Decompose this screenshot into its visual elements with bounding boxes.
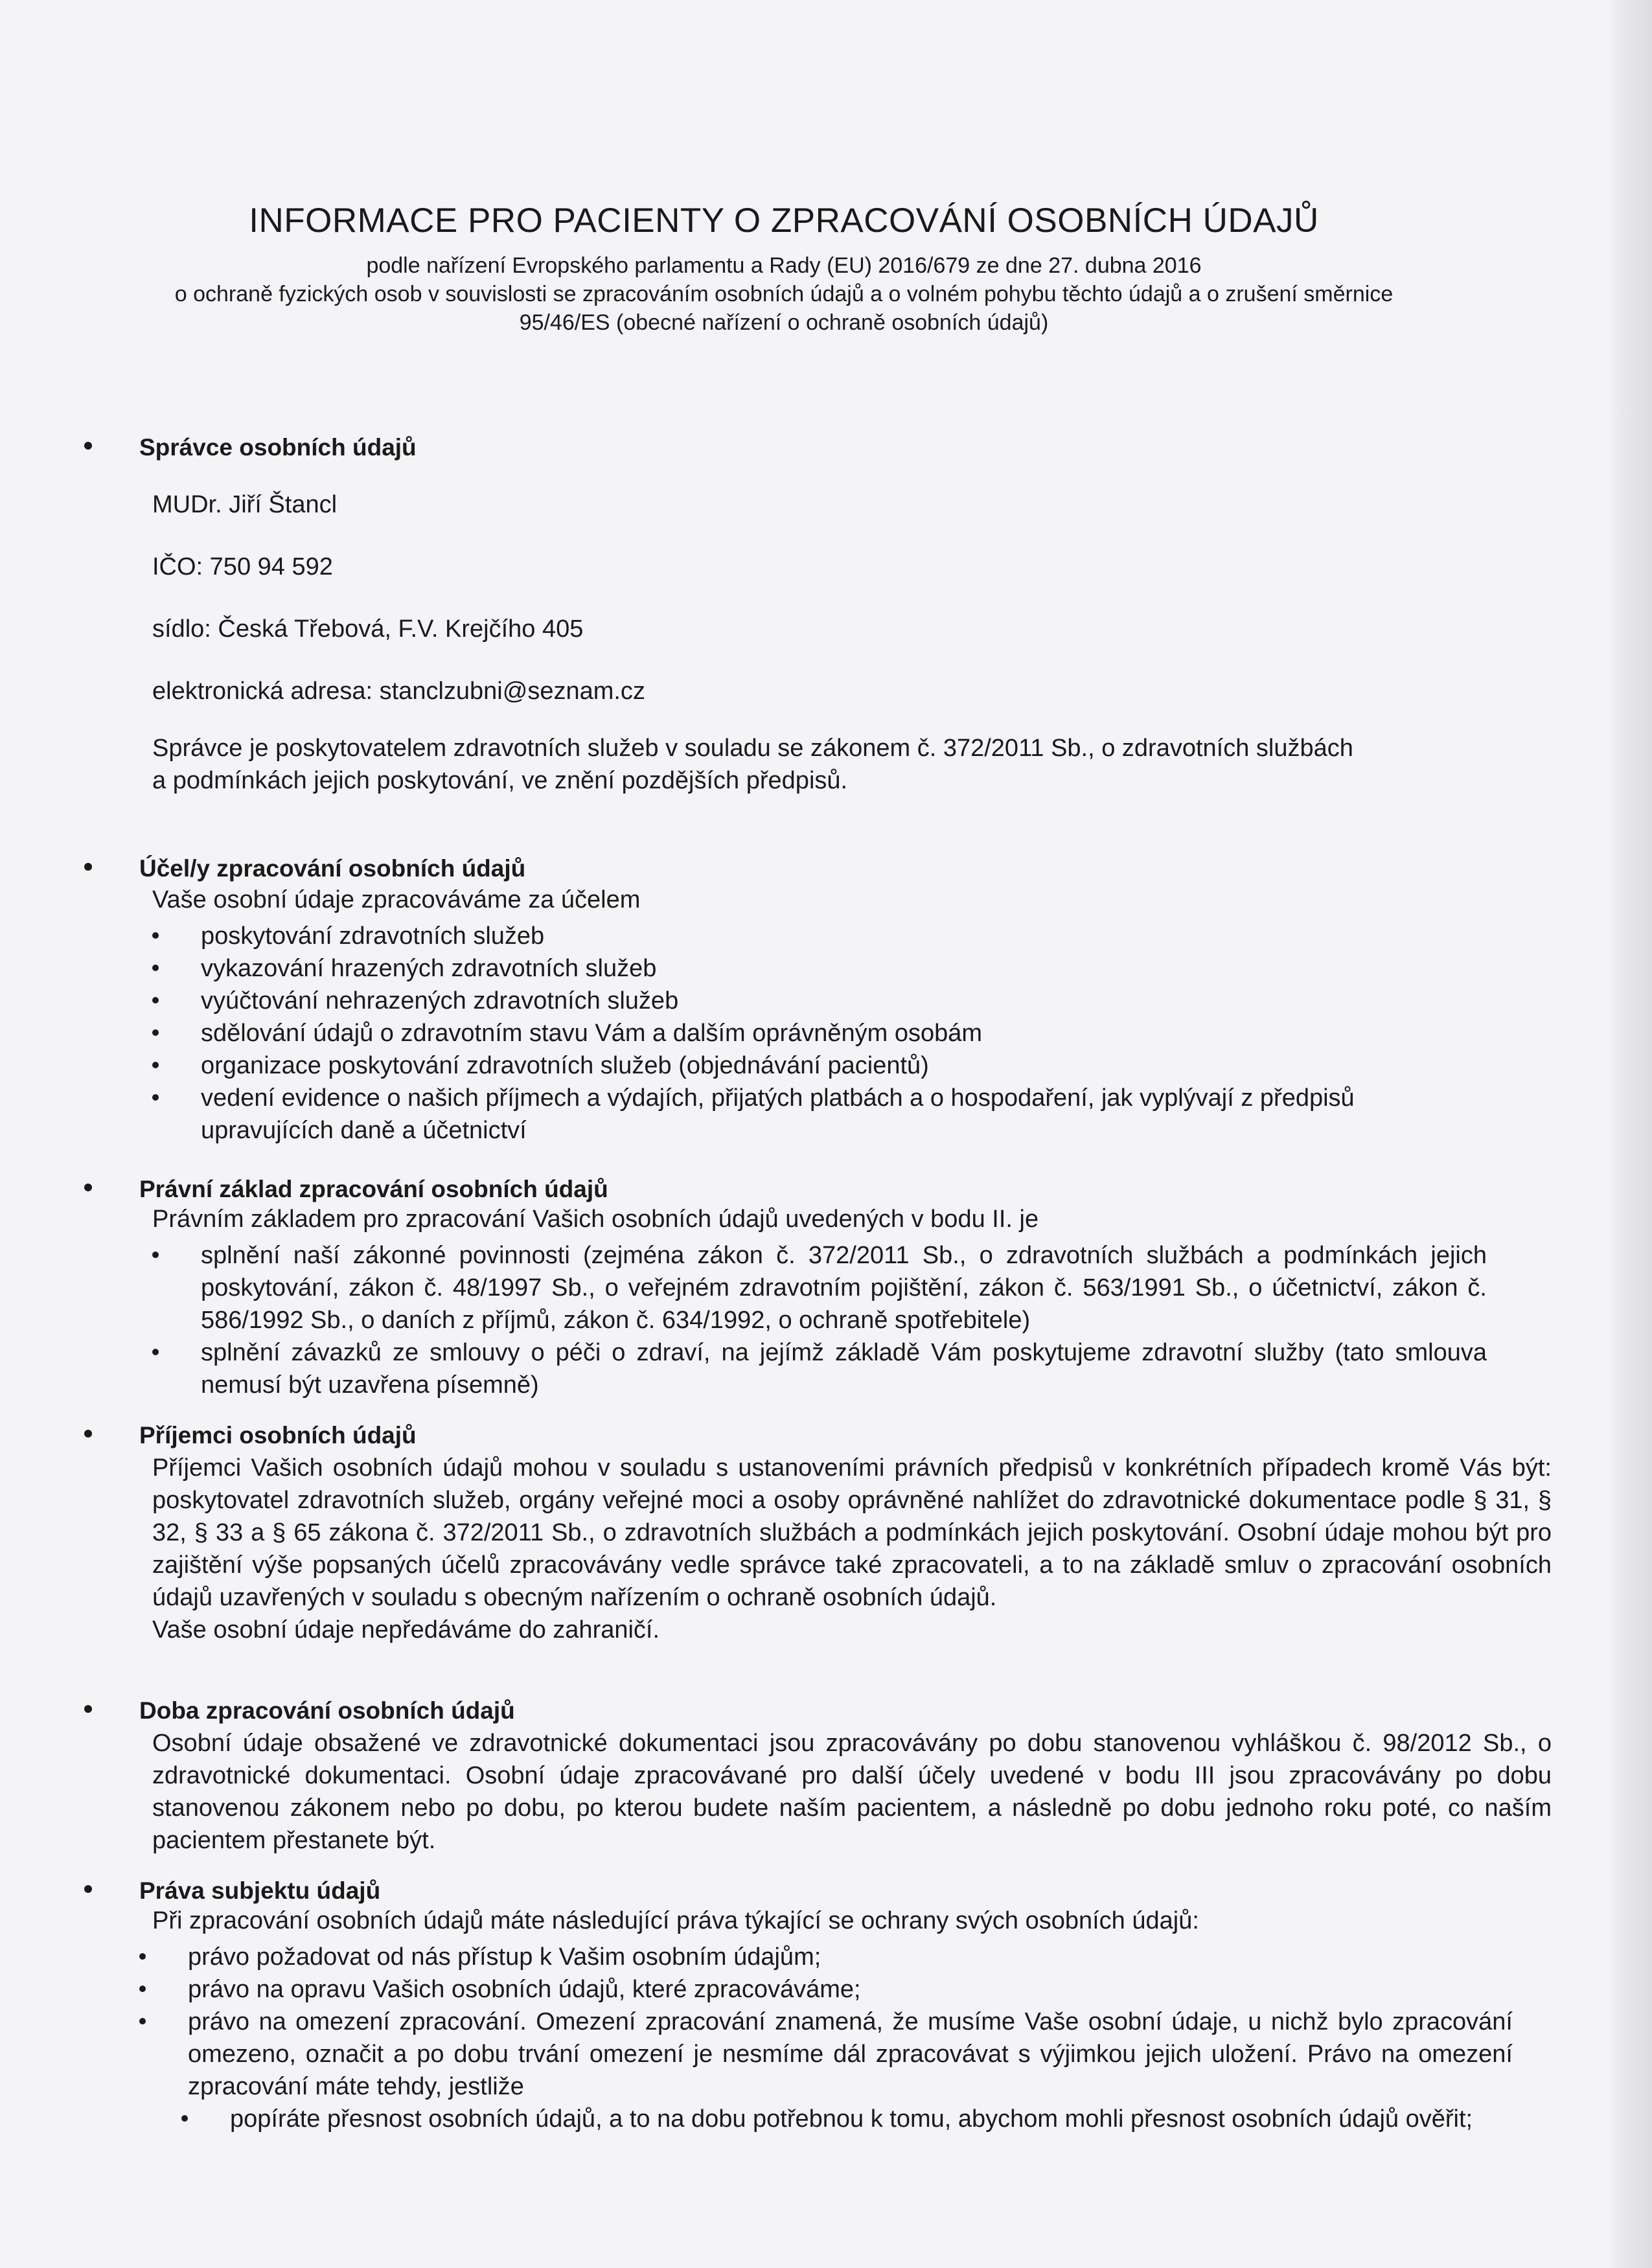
controller-note-line-2: a podmínkách jejich poskytování, ve znění pozdějších předpisů. [152, 767, 848, 794]
list-item: splnění naší zákonné povinnosti (zejména zákon č. 372/2011 Sb., o zdravotních službách a podmínkách jejich poskytování, zákon č. 48/1997 Sb., o veřejném zdravotním pojištění, zákon č. 563/1991 Sb., o účetnictví, zákon č. 586/1992 Sb., o daních z příjmů, zákon č. 634/1992, o ochraně spotřebitele) [152, 1239, 1487, 1336]
bullet-icon [181, 2115, 188, 2122]
section-bullet [84, 1705, 92, 1713]
list-item: poskytování zdravotních služeb [152, 920, 1487, 952]
list-item: vedení evidence o našich příjmech a výdajích, přijatých platbách a o hospodaření, jak vyplývají z předpisů upravujících daně a účetnictví [152, 1082, 1487, 1147]
bullet-icon [152, 1029, 159, 1036]
controller-name: MUDr. Jiří Štancl [152, 491, 338, 518]
bullet-icon [152, 1094, 159, 1101]
controller-address: sídlo: Česká Třebová, F.V. Krejčího 405 [152, 615, 584, 643]
bullet-icon [152, 1252, 159, 1258]
recipients-abroad-note: Vaše osobní údaje nepředáváme do zahraničí. [152, 1616, 660, 1644]
section-heading: Účel/y zpracování osobních údajů [139, 855, 526, 882]
scan-edge-shadow [1607, 0, 1652, 2268]
controller-note-line-1: Správce je poskytovatelem zdravotních služeb v souladu se zákonem č. 372/2011 Sb., o zdravotních službách [152, 735, 1353, 762]
recipients-text [152, 1452, 1552, 1646]
bullet-icon [139, 1986, 146, 1992]
bullet-icon [152, 932, 159, 939]
document-title: INFORMACE PRO PACIENTY O ZPRACOVÁNÍ OSOBNÍCH ÚDAJŮ [249, 201, 1319, 240]
section-heading: Práva subjektu údajů [139, 1877, 381, 1904]
list-item: vykazování hrazených zdravotních služeb [152, 952, 1487, 985]
controller-ico: IČO: 750 94 592 [152, 553, 333, 580]
section-bullet [84, 1885, 92, 1893]
section-heading: Právní základ zpracování osobních údajů [139, 1176, 608, 1202]
bullet-icon [152, 965, 159, 971]
section-heading: Příjemci osobních údajů [139, 1422, 417, 1449]
list-item: vyúčtování nehrazených zdravotních služeb [152, 985, 1487, 1017]
recipients-paragraph: Příjemci Vašich osobních údajů mohou v souladu s ustanoveními právních předpisů v konkrétních případech kromě Vás být: poskytovatel zdravotních služeb, orgány veřejné moci a osoby oprávněné nahlížet do zdravotnické dokumentace podle § 31, § 32, § 33 a § 65 zákona č. 372/2011 Sb., o zdravotních službách a podmínkách jejich poskytování. Osobní údaje mohou být pro zajištění výše popsaných účelů zpracovávány vedle správce také zpracovateli, a to na základě smluv o zpracování osobních údajů uzavřených v souladu s obecným nařízením o ochraně osobních údajů. [152, 1454, 1552, 1611]
legal-basis-intro: Právním základem pro zpracování Vašich osobních údajů uvedených v bodu II. je [152, 1206, 1039, 1233]
retention-text: Osobní údaje obsažené ve zdravotnické dokumentaci jsou zpracovávány po dobu stanovenou vyhláškou č. 98/2012 Sb., o zdravotnické dokumentaci. Osobní údaje zpracovávané pro další účely uvedené v bodu III jsou zpracovávány po dobu stanovenou zákonem nebo po dobu, po kterou budete naším pacientem, a následně po dobu jednoho roku poté, co naším pacientem přestanete být. [152, 1730, 1552, 1854]
document-subtitle [65, 251, 1503, 337]
rights-list [139, 1941, 1513, 2135]
section-heading: Správce osobních údajů [139, 434, 417, 461]
list-subitem: popíráte přesnost osobních údajů, a to na dobu potřebnou k tomu, abychom mohli přesnost osobních údajů ověřit; [181, 2103, 1513, 2135]
rights-intro: Při zpracování osobních údajů máte následující práva týkající se ochrany svých osobních údajů: [152, 1907, 1199, 1934]
bullet-icon [152, 997, 159, 1003]
purpose-intro: Vaše osobní údaje zpracováváme za účelem [152, 886, 641, 913]
subtitle-line-3: 95/46/ES (obecné nařízení o ochraně osobních údajů) [519, 310, 1049, 335]
legal-basis-list [152, 1239, 1487, 1401]
bullet-icon [139, 2018, 146, 2024]
list-item: organizace poskytování zdravotních služeb (objednávání pacientů) [152, 1049, 1487, 1082]
section-bullet [84, 1430, 92, 1438]
purpose-list [152, 920, 1487, 1147]
list-item: splnění závazků ze smlouvy o péči o zdraví, na jejímž základě Vám poskytujeme zdravotní služby (tato smlouva nemusí být uzavřena písemně) [152, 1336, 1487, 1401]
section-heading: Doba zpracování osobních údajů [139, 1697, 515, 1724]
controller-note [152, 732, 1500, 797]
list-item: právo požadovat od nás přístup k Vašim osobním údajům; [139, 1941, 1513, 1973]
section-bullet [84, 863, 92, 871]
bullet-icon [152, 1349, 159, 1355]
list-item: právo na opravu Vašich osobních údajů, které zpracováváme; [139, 1973, 1513, 2006]
bullet-icon [152, 1062, 159, 1068]
section-bullet [84, 442, 92, 450]
subtitle-line-1: podle nařízení Evropského parlamentu a Rady (EU) 2016/679 ze dne 27. dubna 2016 [366, 253, 1202, 278]
controller-email: elektronická adresa: stanclzubni@seznam.cz [152, 678, 645, 705]
subtitle-line-2: o ochraně fyzických osob v souvislosti se zpracováním osobních údajů a o volném pohybu těchto údajů a o zrušení směrnice [174, 282, 1394, 306]
bullet-icon [139, 1953, 146, 1960]
list-item: sdělování údajů o zdravotním stavu Vám a dalším oprávněným osobám [152, 1017, 1487, 1049]
section-bullet [84, 1184, 92, 1191]
list-item: právo na omezení zpracování. Omezení zpracování znamená, že musíme Vaše osobní údaje, u nichž bylo zpracování omezeno, označit a po dobu trvání omezení je nesmíme dál zpracovávat s výjimkou jejich uložení. Právo na omezení zpracování máte tehdy, jestliže [139, 2006, 1513, 2103]
